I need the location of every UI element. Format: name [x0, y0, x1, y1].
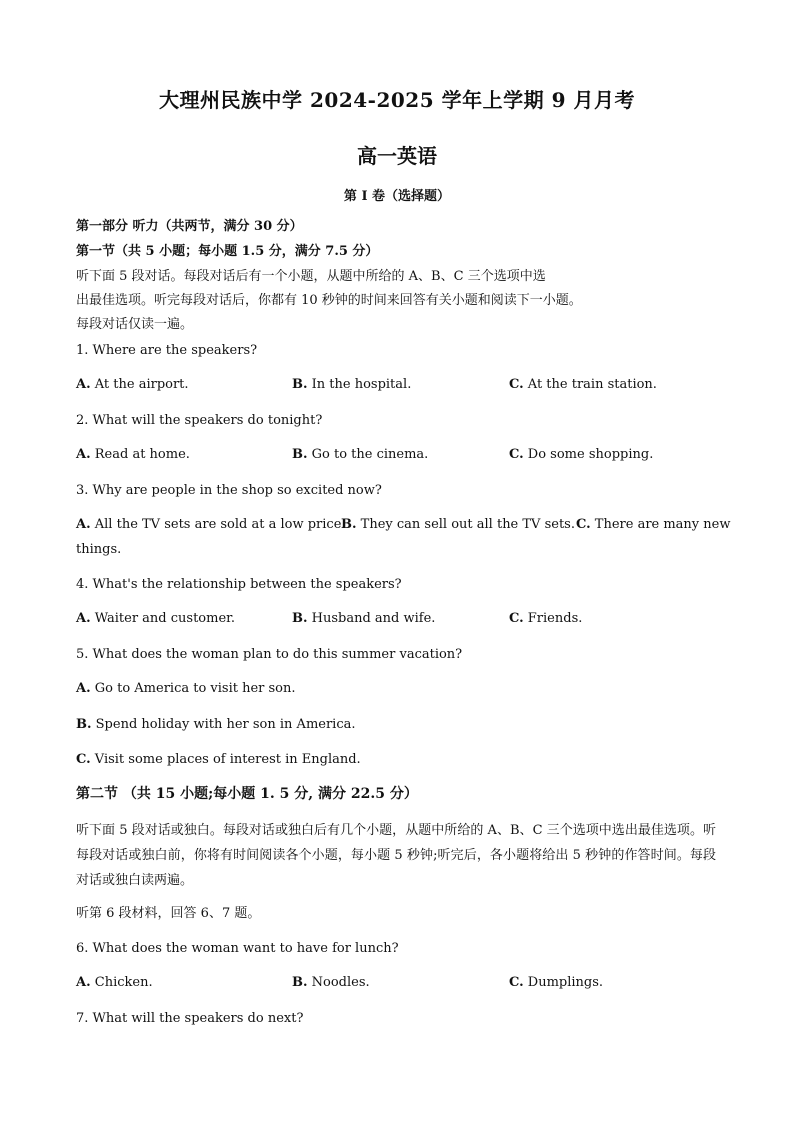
option-c: [576, 517, 730, 532]
option-text: Do some shopping.: [523, 447, 654, 462]
question-5: 5. What does the woman plan to do this summer vacation?: [76, 647, 463, 662]
option-text: Chicken.: [90, 975, 153, 990]
option-c: [76, 752, 361, 767]
option-text: Read at home.: [90, 447, 190, 462]
subject-title: 高一英语: [357, 144, 437, 168]
option-a: [76, 447, 190, 462]
option-text: There are many new: [590, 517, 731, 532]
option-b: [341, 517, 575, 532]
option-letter: B.: [76, 717, 92, 732]
option-a: [76, 517, 346, 532]
question-1: 1. Where are the speakers?: [76, 343, 258, 358]
option-letter: B.: [292, 611, 308, 626]
section2-heading: 第二节 （共 15 小题;每小题 1. 5 分, 满分 22.5 分）: [76, 786, 418, 802]
section2-instructions: 听下面 5 段对话或独白。每段对话或独白后有几个小题，从题中所给的 A、B、C 三个选项中选出最佳选项。听每段对话或独白前，你将有时间阅读各个小题，每小题 5 秒钟;听完后，各小题将给出 5 秒钟的作答时间。每段对话或独白读两遍。: [76, 823, 716, 888]
option-c: [509, 975, 603, 990]
option-text: Visit some places of interest in England.: [90, 752, 361, 767]
option-letter: B.: [292, 447, 308, 462]
option-text: Husband and wife.: [307, 611, 436, 626]
option-letter: C.: [576, 517, 591, 532]
option-letter: B.: [292, 975, 308, 990]
option-text: All the TV sets are sold at a low price.: [90, 517, 346, 532]
option-letter: C.: [509, 377, 524, 392]
question-4: 4. What's the relationship between the speakers?: [76, 577, 402, 592]
option-text: At the airport.: [90, 377, 189, 392]
option-text: In the hospital.: [307, 377, 412, 392]
option-text: Waiter and customer.: [90, 611, 236, 626]
option-letter: A.: [76, 681, 91, 696]
option-a: [76, 975, 153, 990]
option-a: [76, 377, 189, 392]
option-text: Noodles.: [307, 975, 370, 990]
option-letter: A.: [76, 517, 91, 532]
option-letter: A.: [76, 447, 91, 462]
option-text: Friends.: [523, 611, 583, 626]
option-c: [509, 447, 653, 462]
section1-heading: 第一节（共 5 小题；每小题 1.5 分，满分 7.5 分）: [76, 244, 379, 259]
option-b: [292, 377, 411, 392]
question-7: 7. What will the speakers do next?: [76, 1011, 304, 1026]
option-text: They can sell out all the TV sets.: [356, 517, 575, 532]
option-c-wrap: things.: [76, 542, 122, 557]
instruction-line-2: 出最佳选项。听完每段对话后，你都有 10 秒钟的时间来回答有关小题和阅读下一小题。: [76, 293, 582, 308]
option-letter: C.: [76, 752, 91, 767]
option-letter: B.: [292, 377, 308, 392]
option-b: [292, 447, 428, 462]
option-letter: C.: [509, 447, 524, 462]
option-b: [292, 975, 370, 990]
option-b: [76, 717, 356, 732]
question-6: 6. What does the woman want to have for lunch?: [76, 941, 399, 956]
option-letter: A.: [76, 611, 91, 626]
option-letter: A.: [76, 377, 91, 392]
option-a: [76, 681, 296, 696]
part1-heading: 第一部分 听力（共两节，满分 30 分）: [76, 219, 303, 234]
material-6-label: 听第 6 段材料，回答 6、7 题。: [76, 906, 261, 921]
option-letter: A.: [76, 975, 91, 990]
option-c: [509, 377, 657, 392]
option-a: [76, 611, 235, 626]
option-text: Spend holiday with her son in America.: [91, 717, 356, 732]
volume-label: 第 I 卷（选择题）: [343, 189, 451, 204]
option-text: Dumplings.: [523, 975, 604, 990]
option-text: Go to the cinema.: [307, 447, 429, 462]
instruction-line-3: 每段对话仅读一遍。: [76, 317, 194, 332]
option-text: At the train station.: [523, 377, 657, 392]
question-3: 3. Why are people in the shop so excited now?: [76, 483, 382, 498]
option-b: [292, 611, 435, 626]
option-letter: C.: [509, 611, 524, 626]
option-letter: B.: [341, 517, 357, 532]
instruction-line-1: 听下面 5 段对话。每段对话后有一个小题，从题中所给的 A、B、C 三个选项中选: [76, 269, 546, 284]
question-2: 2. What will the speakers do tonight?: [76, 413, 323, 428]
option-text: Go to America to visit her son.: [90, 681, 296, 696]
option-c: [509, 611, 582, 626]
exam-title: 大理州民族中学 2024-2025 学年上学期 9 月月考: [159, 88, 635, 112]
option-letter: C.: [509, 975, 524, 990]
